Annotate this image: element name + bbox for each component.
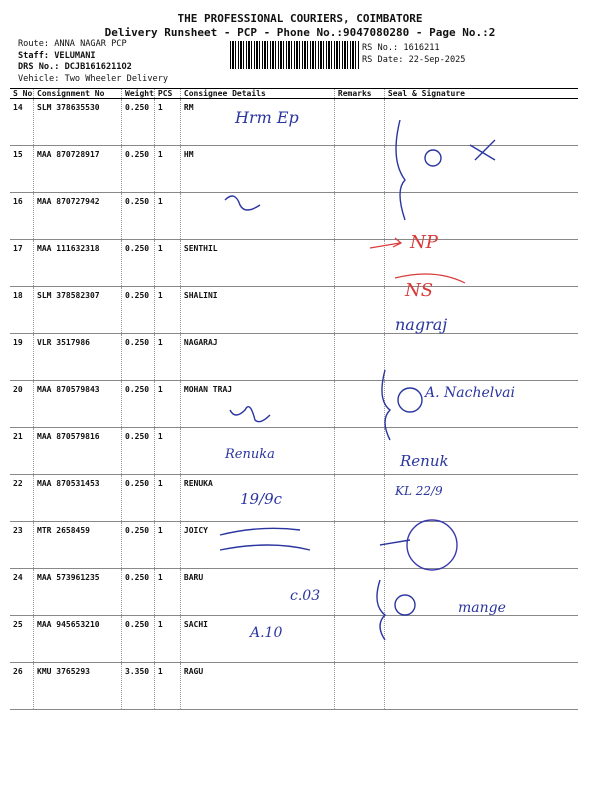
row-consignee: HM xyxy=(180,146,334,193)
company-title: THE PROFESSIONAL COURIERS, COIMBATORE xyxy=(177,12,423,25)
row-consignee: NAGARAJ xyxy=(180,334,334,381)
row-sno: 16 xyxy=(10,193,34,240)
col-remarks: Remarks xyxy=(334,89,384,99)
row-pcs: 1 xyxy=(154,475,180,522)
row-consignment: SLM 378635530 xyxy=(34,99,122,146)
signature-stroke xyxy=(470,140,495,160)
row-pcs: 1 xyxy=(154,428,180,475)
signature-stroke xyxy=(425,150,441,166)
row-weight: 0.250 xyxy=(122,240,155,287)
row-consignment: MAA 945653210 xyxy=(34,616,122,663)
row-consignment: MAA 870727942 xyxy=(34,193,122,240)
signature-stroke xyxy=(225,196,260,210)
row-weight: 0.250 xyxy=(122,475,155,522)
handwriting-26b: mange xyxy=(458,600,506,616)
signature-stroke xyxy=(407,520,457,570)
handwriting-26: A.10 xyxy=(250,625,283,641)
row-sno: 19 xyxy=(10,334,34,381)
row-weight: 0.250 xyxy=(122,381,155,428)
drs-label: DRS No.: DCJB1616211O2 xyxy=(18,62,132,72)
row-sno: 18 xyxy=(10,287,34,334)
row-pcs: 1 xyxy=(154,616,180,663)
rs-date-label: RS Date: 22-Sep-2025 xyxy=(362,54,466,65)
row-pcs: 1 xyxy=(154,146,180,193)
row-weight: 0.250 xyxy=(122,428,155,475)
handwriting-22: Renuka xyxy=(225,447,275,462)
signature-stroke xyxy=(230,407,270,422)
row-sno: 20 xyxy=(10,381,34,428)
signature-stroke xyxy=(380,540,410,545)
handwriting-23: 19/9c xyxy=(240,490,283,508)
row-sno: 24 xyxy=(10,569,34,616)
row-pcs: 1 xyxy=(154,381,180,428)
row-weight: 3.350 xyxy=(122,663,155,710)
row-consignment: MAA 870579816 xyxy=(34,428,122,475)
row-sno: 26 xyxy=(10,663,34,710)
row-consignee: SENTHIL xyxy=(180,240,334,287)
route-label: Route: ANNA NAGAR PCP xyxy=(18,39,127,49)
row-consignment: MAA 870579843 xyxy=(34,381,122,428)
row-weight: 0.250 xyxy=(122,287,155,334)
row-weight: 0.250 xyxy=(122,99,155,146)
row-consignee: RAGU xyxy=(180,663,334,710)
signature-stroke xyxy=(220,528,310,550)
row-consignee: JOICY xyxy=(180,522,334,569)
handwriting-25: c.03 xyxy=(290,588,321,604)
row-consignment: KMU 3765293 xyxy=(34,663,122,710)
signature-stroke xyxy=(398,388,422,412)
col-pcs: PCS xyxy=(154,89,180,99)
row-consignee: SHALINI xyxy=(180,287,334,334)
row-consignment: VLR 3517986 xyxy=(34,334,122,381)
row-sno: 15 xyxy=(10,146,34,193)
row-pcs: 1 xyxy=(154,99,180,146)
row-consignment: SLM 378582307 xyxy=(34,287,122,334)
row-consignee: SACHI xyxy=(180,616,334,663)
row-weight: 0.250 xyxy=(122,569,155,616)
row-sno: 17 xyxy=(10,240,34,287)
remark-17: NP xyxy=(410,232,438,253)
row-consignment: MTR 2658459 xyxy=(34,522,122,569)
row-consignee: MOHAN TRAJ xyxy=(180,381,334,428)
vehicle-label: Vehicle: Two Wheeler Delivery xyxy=(18,73,169,84)
remark-18: NS xyxy=(405,280,434,301)
row-consignment: MAA 573961235 xyxy=(34,569,122,616)
signature-stroke xyxy=(396,120,405,220)
handwriting-14: Hrm Ep xyxy=(235,108,299,127)
row-weight: 0.250 xyxy=(122,146,155,193)
row-pcs: 1 xyxy=(154,334,180,381)
staff-label: Staff: VELUMANI xyxy=(18,50,96,61)
col-consignment: Consignment No xyxy=(34,89,122,99)
signature-stroke xyxy=(395,595,415,615)
row-pcs: 1 xyxy=(154,240,180,287)
rs-no-label: RS No.: 1616211 xyxy=(362,43,440,53)
col-seal: Seal & Signature xyxy=(384,89,578,99)
col-consignee: Consignee Details xyxy=(180,89,334,99)
col-sno: S No xyxy=(10,89,34,99)
row-consignment: MAA 111632318 xyxy=(34,240,122,287)
row-consignee: RENUKA xyxy=(180,475,334,522)
row-consignee: BARU xyxy=(180,569,334,616)
row-pcs: 1 xyxy=(154,522,180,569)
col-weight: Weight xyxy=(122,89,155,99)
handwriting-19: nagraj xyxy=(395,315,448,334)
handwriting-22b: Renuk xyxy=(400,452,449,470)
row-weight: 0.250 xyxy=(122,334,155,381)
row-sno: 21 xyxy=(10,428,34,475)
signature-stroke xyxy=(377,580,385,640)
row-sno: 14 xyxy=(10,99,34,146)
row-pcs: 1 xyxy=(154,193,180,240)
remarks-arrow xyxy=(370,238,401,248)
row-consignee: RM xyxy=(180,99,334,146)
row-sno: 22 xyxy=(10,475,34,522)
row-weight: 0.250 xyxy=(122,616,155,663)
row-weight: 0.250 xyxy=(122,193,155,240)
handwriting-23b: KL 22/9 xyxy=(395,484,443,498)
row-consignment: MAA 870531453 xyxy=(34,475,122,522)
handwriting-20: A. Nachelvai xyxy=(425,385,515,401)
row-pcs: 1 xyxy=(154,287,180,334)
row-weight: 0.250 xyxy=(122,522,155,569)
row-consignment: MAA 870728917 xyxy=(34,146,122,193)
runsheet-subtitle: Delivery Runsheet - PCP - Phone No.:9047080280 - Page No.:2 xyxy=(104,26,496,39)
signature-stroke xyxy=(382,370,390,440)
row-pcs: 1 xyxy=(154,569,180,616)
row-sno: 25 xyxy=(10,616,34,663)
row-pcs: 1 xyxy=(154,663,180,710)
row-sno: 23 xyxy=(10,522,34,569)
